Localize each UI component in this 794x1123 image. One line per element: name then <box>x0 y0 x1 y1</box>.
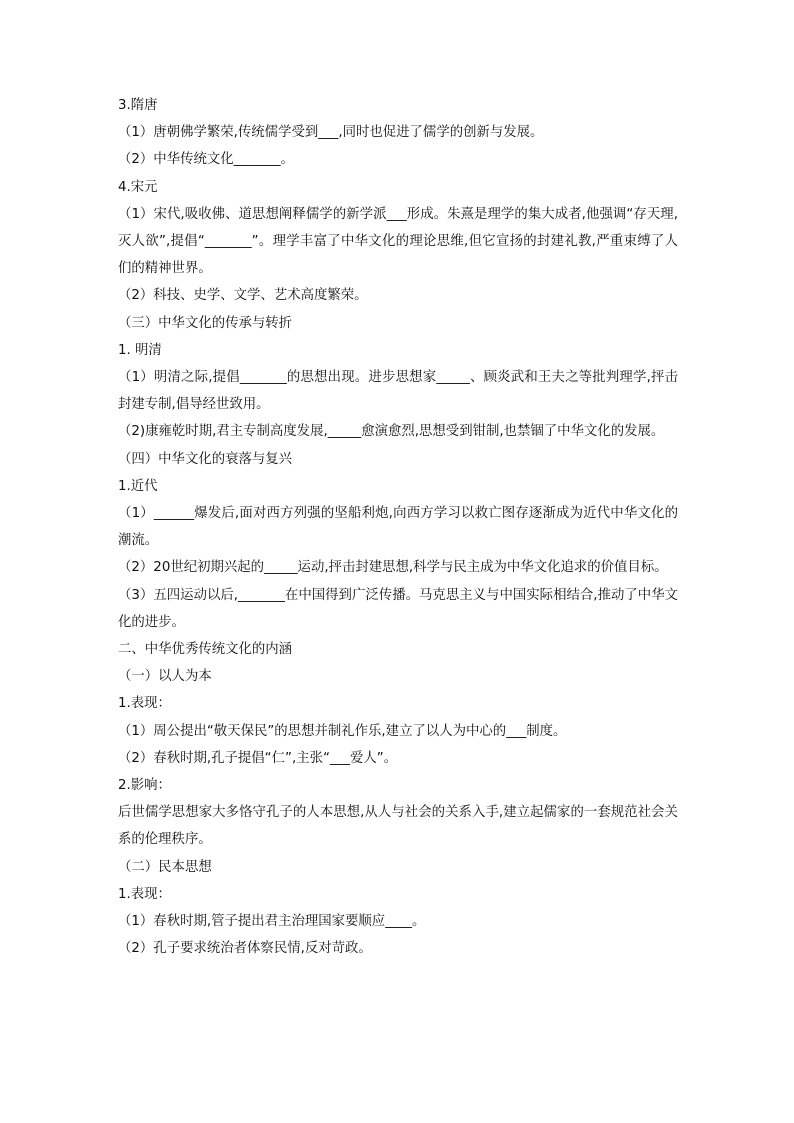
item-song-neo-confucianism: （1）宋代,吸收佛、道思想阐释儒学的新学派___形成。朱熹是理学的集大成者,他强调“存天理,灭人欲”,提倡“_______”。理学丰富了中华文化的理论思维,但它宣扬的封建礼教,严重束缚了人们的精神世界。 <box>118 206 678 277</box>
section-heading-people-oriented: （一）以人为本 <box>118 669 212 685</box>
section-heading-minben: （二）民本思想 <box>118 859 212 875</box>
item-modern-war: （1）______爆发后,面对西方列强的坚船利炮,向西方学习以救亡图存逐渐成为近代中华文化的潮流。 <box>118 506 678 549</box>
item-traditional-culture: （2）中华传统文化_______。 <box>118 152 294 168</box>
item-may-fourth: （3）五四运动以后,_______在中国得到广泛传播。马克思主义与中国实际相结合,推动了中华文化的进步。 <box>118 587 678 630</box>
section-heading-inheritance: （三）中华文化的传承与转折 <box>118 315 293 331</box>
heading-sui-tang: 3.隋唐 <box>118 98 158 113</box>
item-confucius-ren: （2）春秋时期,孔子提倡“仁”,主张“___爱人”。 <box>118 750 398 766</box>
chapter-heading-connotation: 二、中华优秀传统文化的内涵 <box>118 642 293 658</box>
heading-ming-qing: 1. 明清 <box>118 342 162 358</box>
label-manifestation-1: 1.表现： <box>118 696 171 712</box>
item-song-prosperity: （2）科技、史学、文学、艺术高度繁荣。 <box>118 288 368 304</box>
label-influence: 2.影响： <box>118 778 171 794</box>
item-tang-buddhism: （1）唐朝佛学繁荣,传统儒学受到___,同时也促进了儒学的创新与发展。 <box>118 125 544 141</box>
item-guanzi: （1）春秋时期,管子提出君主治理国家要顺应____。 <box>118 914 426 930</box>
heading-song-yuan: 4.宋元 <box>118 179 158 195</box>
item-ming-qing-thought: （1）明清之际,提倡_______的思想出现。进步思想家_____、顾炎武和王夫之等批判理学,抨击封建专制,倡导经世致用。 <box>118 370 678 413</box>
heading-modern: 1.近代 <box>118 478 158 494</box>
item-confucius-policy: （2）孔子要求统治者体察民情,反对苛政。 <box>118 941 372 957</box>
section-heading-decline-revival: （四）中华文化的衰落与复兴 <box>118 451 293 467</box>
paragraph-influence: 后世儒学思想家大多恪守孔子的人本思想,从人与社会的关系入手,建立起儒家的一套规范社会关系的伦理秩序。 <box>118 805 678 848</box>
label-manifestation-2: 1.表现： <box>118 886 171 902</box>
item-zhou-gong: （1）周公提出“敬天保民”的思想并制礼作乐,建立了以人为中心的___制度。 <box>118 723 567 739</box>
item-kangxi-period: （2)康雍乾时期,君主专制高度发展,_____愈演愈烈,思想受到钳制,也禁锢了中华文化的发展。 <box>118 424 665 440</box>
item-20th-century-movement: （2）20世纪初期兴起的_____运动,抨击封建思想,科学与民主成为中华文化追求的价值目标。 <box>118 560 668 576</box>
document-page <box>118 92 678 963</box>
